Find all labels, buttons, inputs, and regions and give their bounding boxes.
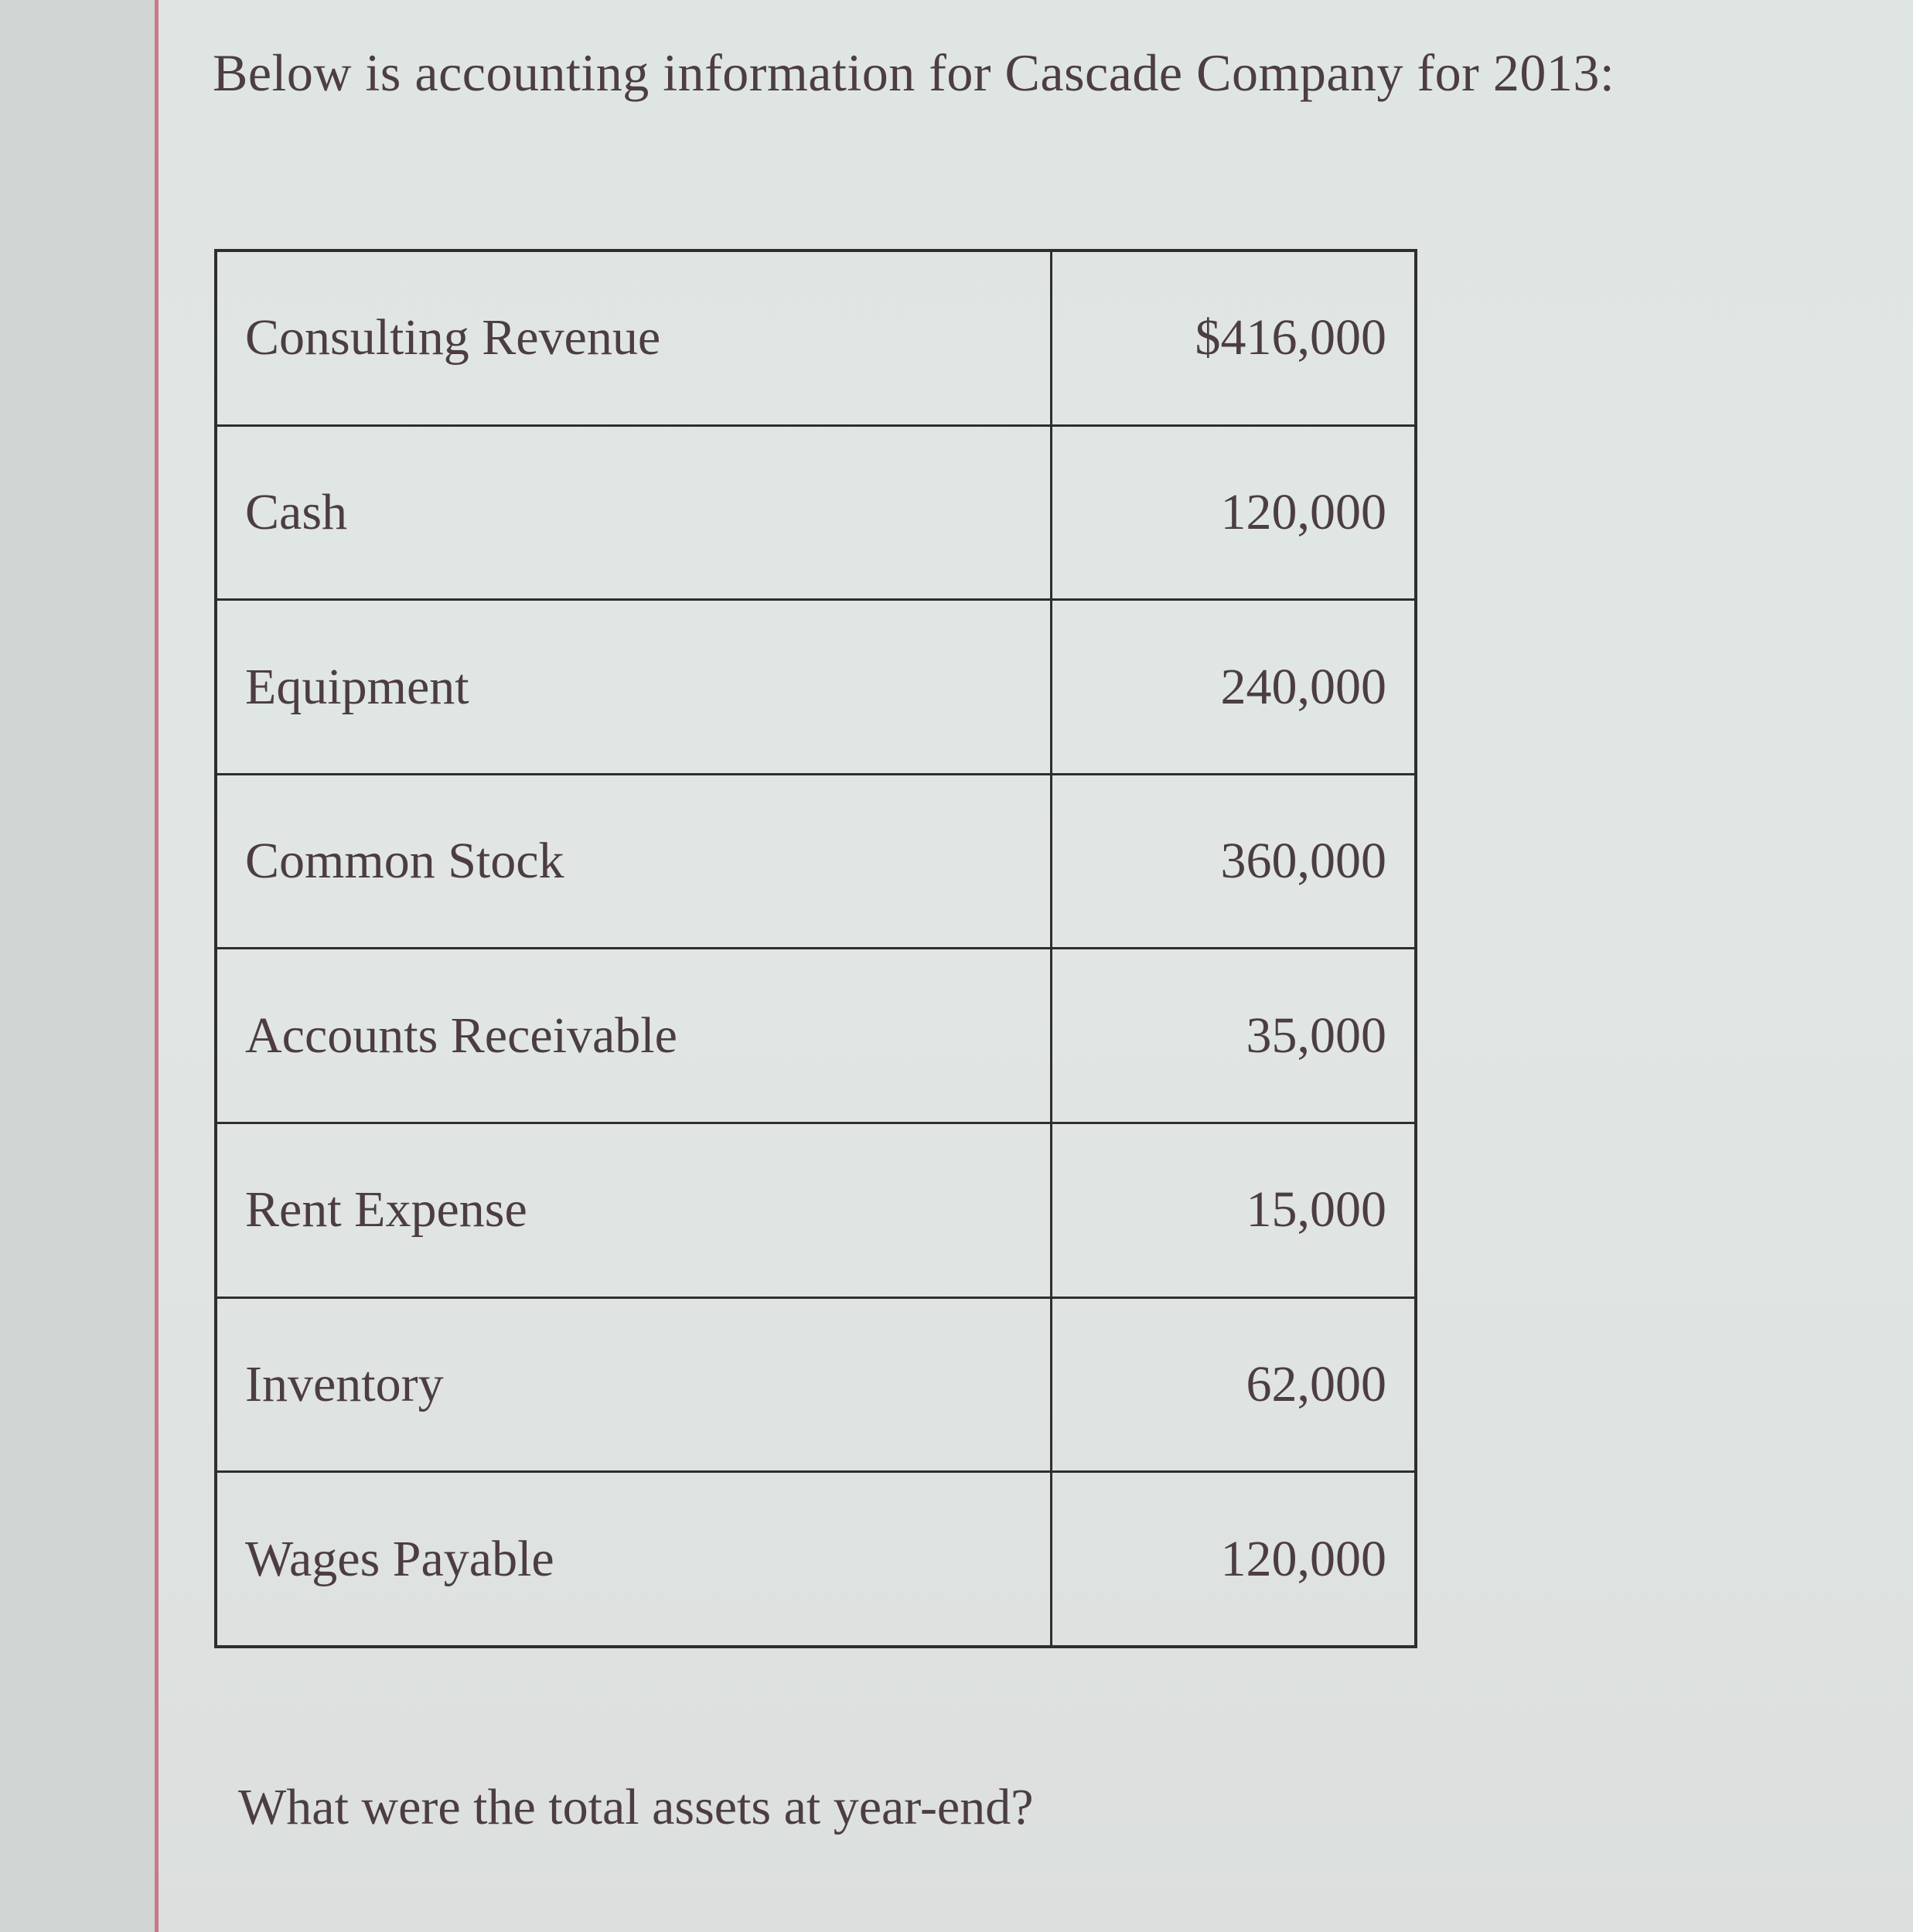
account-name: Inventory <box>216 1297 1052 1472</box>
account-amount: 15,000 <box>1052 1123 1417 1298</box>
account-amount: 35,000 <box>1052 949 1417 1123</box>
question-text: What were the total assets at year-end? <box>238 1779 1034 1835</box>
question-content <box>159 0 1913 1932</box>
account-name: Rent Expense <box>216 1123 1052 1298</box>
account-amount: 360,000 <box>1052 774 1417 949</box>
table-row <box>216 774 1416 949</box>
table-row <box>216 250 1416 425</box>
account-name: Consulting Revenue <box>216 250 1052 425</box>
table-row <box>216 1472 1416 1647</box>
table-row <box>216 425 1416 600</box>
account-amount: 240,000 <box>1052 600 1417 775</box>
account-name: Cash <box>216 425 1052 600</box>
intro-text: Below is accounting information for Cascade Company for 2013: <box>213 43 1615 102</box>
table-row <box>216 1297 1416 1472</box>
table-row <box>216 949 1416 1123</box>
left-gutter <box>0 0 155 1932</box>
account-name: Common Stock <box>216 774 1052 949</box>
account-amount: 120,000 <box>1052 1472 1417 1647</box>
table-row <box>216 600 1416 775</box>
account-amount: $416,000 <box>1052 250 1417 425</box>
account-name: Accounts Receivable <box>216 949 1052 1123</box>
accounting-table <box>214 249 1417 1648</box>
account-amount: 120,000 <box>1052 425 1417 600</box>
account-name: Wages Payable <box>216 1472 1052 1647</box>
account-name: Equipment <box>216 600 1052 775</box>
account-amount: 62,000 <box>1052 1297 1417 1472</box>
table-row <box>216 1123 1416 1298</box>
